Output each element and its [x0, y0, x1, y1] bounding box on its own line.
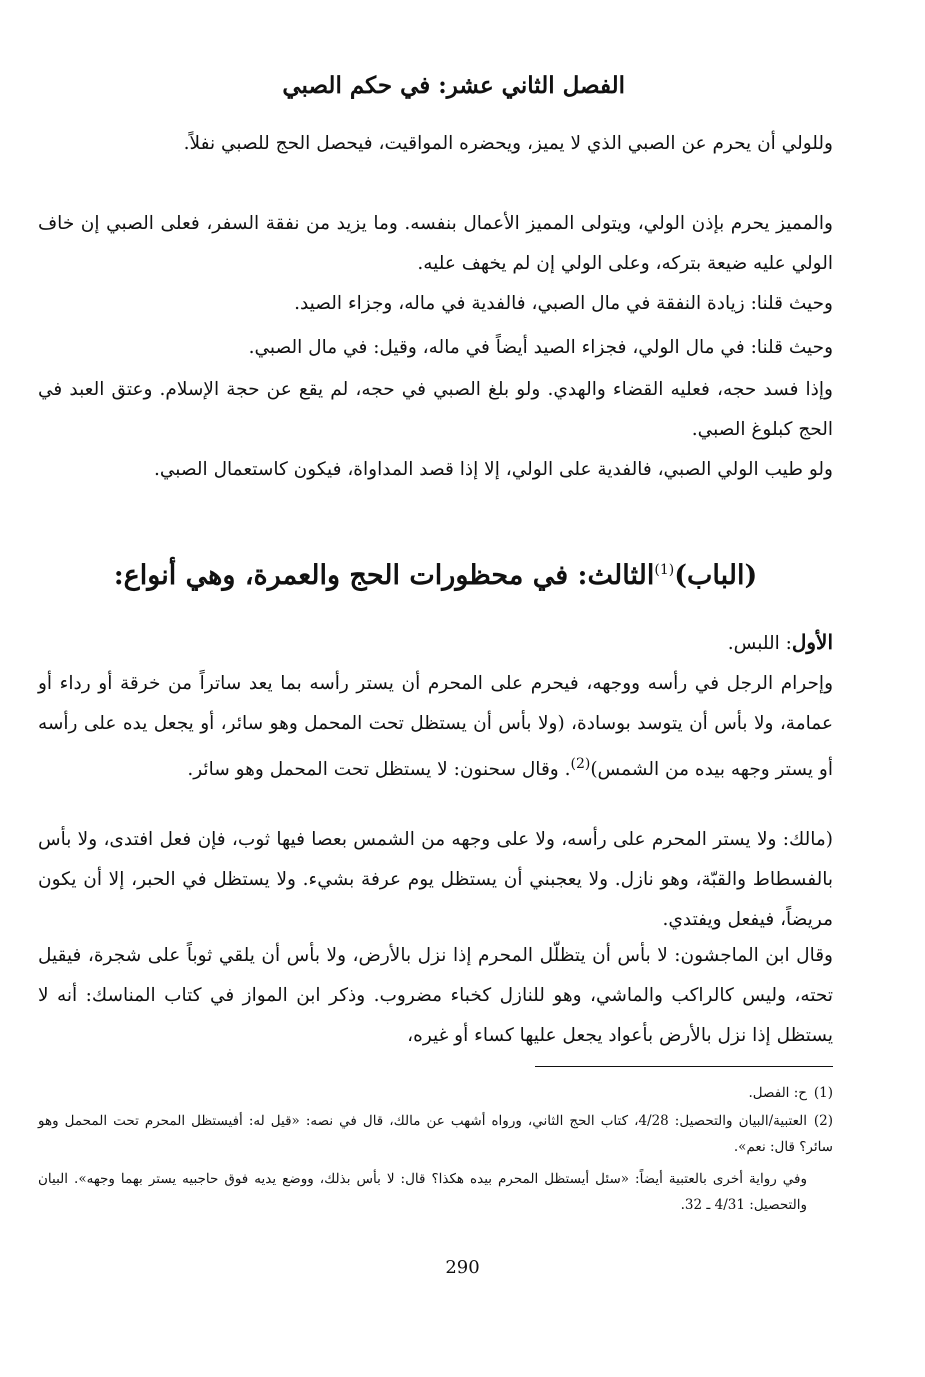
chapter-heading: الفصل الثاني عشر: في حكم الصبي — [282, 72, 625, 99]
footnote — [38, 1080, 833, 1106]
paragraph: وحيث قلنا: في مال الولي، فجزاء الصيد أيضاً في ماله، وقيل: في مال الصبي. — [248, 337, 833, 358]
section-heading-title: الثالث: في محظورات الحج والعمرة، وهي أنواع: — [113, 560, 655, 591]
paragraph — [38, 664, 833, 790]
footnote-number: (1) — [813, 1085, 833, 1101]
first-item-text: : اللبس. — [727, 633, 792, 654]
section-heading-prefix: (الباب) — [674, 560, 758, 591]
footnote — [38, 1108, 833, 1160]
paragraph: (مالك: ولا يستر المحرم على رأسه، ولا على وجهه من الشمس بعصا فيها ثوب، فإن فعل افتدى، ولا بأس بالفسطاط والقبّة، وهو نازل. ولا يعجبني أن يستظل يوم عرفة بشيء. ولا يستظل في الحبر، إلا أن يكون مريضاً، فيفعل ويفتدي. — [38, 829, 833, 930]
page-number: 290 — [445, 1257, 480, 1278]
paragraph: ولو طيب الولي الصبي، فالفدية على الولي، إلا إذا قصد المداواة، فيكون كاستعمال الصبي. — [153, 459, 833, 480]
paragraph: وحيث قلنا: زيادة النفقة في مال الصبي، فالفدية في ماله، وجزاء الصيد. — [294, 293, 833, 314]
section-heading — [38, 560, 833, 591]
footnote-number: (2) — [813, 1113, 833, 1129]
paragraph: والمميز يحرم بإذن الولي، ويتولى المميز الأعمال بنفسه. وما يزيد من نفقة السفر، فعلى الصبي إن خاف الولي عليه ضيعة بتركه، وعلى الولي إن لم يخهف عليه. — [38, 213, 833, 274]
paragraph: وقال ابن الماجشون: لا بأس أن يتظلّل المحرم إذا نزل بالأرض، ولا بأس أن يلقي ثوباً على شجرة، فيقيل تحته، وليس كالراكب والماشي، وهو للنازل كخباء مضروب. وذكر ابن المواز في كتاب المناسك: أنه لا يستظل إذا نزل بالأرض بأعواد يجعل عليها كساء أو غيره، — [38, 945, 833, 1046]
footnote-ref: (1) — [654, 562, 675, 578]
first-item — [38, 622, 833, 664]
paragraph-text: وإحرام الرجل في رأسه ووجهه، فيحرم على المحرم أن يستر رأسه بما يعد ساتراً من خرقة أو رداء أو عمامة، ولا بأس أن يتوسد بوسادة، (ولا بأس أن يستظل تحت المحمل وهو سائر، أو يجعل يده على رأسه أو يستر وجهه بيده من الشمس) — [38, 673, 833, 781]
footnote-text: ح: الفصل. — [748, 1085, 807, 1101]
paragraph: وللولي أن يحرم عن الصبي الذي لا يميز، ويحضره المواقيت، فيحصل الحج للصبي نفلاً. — [183, 133, 833, 154]
footnote-continuation: وفي رواية أخرى بالعتبية أيضاً: «سئل أيستظل المحرم بيده هكذا؟ قال: لا بأس بذلك، ووضع يديه فوق حاجبيه يستر بهما وجهه». البيان والتحصيل: 4/31 ـ 32. — [38, 1171, 807, 1213]
footnote-divider — [535, 1066, 833, 1067]
paragraph-text: . وقال سحنون: لا يستظل تحت المحمل وهو سائر. — [187, 759, 571, 781]
first-item-label: الأول — [791, 630, 833, 654]
footnote-ref: (2) — [570, 756, 591, 772]
footnote-text: العتبية/البيان والتحصيل: 4/28، كتاب الحج الثاني، ورواه أشهب عن مالك، قال في نصه: «قيل له: أفيستظل المحرم تحت المحمل وهو سائر؟ قال: نعم». — [38, 1113, 833, 1155]
paragraph: وإذا فسد حجه، فعليه القضاء والهدي. ولو بلغ الصبي في حجه، لم يقع عن حجة الإسلام. وعتق العبد في الحج كبلوغ الصبي. — [38, 379, 833, 440]
